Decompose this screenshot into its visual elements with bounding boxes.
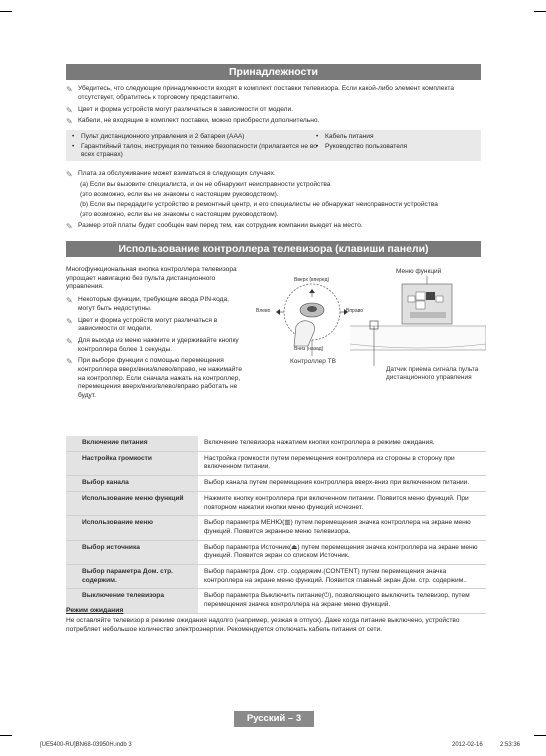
note-contents [66,85,486,102]
list-item: • Кабель питания [314,133,474,142]
section-title-accessories: Принадлежности [66,64,481,80]
note-pin [66,296,246,313]
note-colors [66,106,486,115]
table-row [66,452,486,476]
note-icon: ✎ [66,357,73,367]
list-item: • Руководство пользователя [314,143,474,152]
label-up: Вверх (вперед) [294,277,330,283]
function-desc: Включение телевизора нажатием кнопки контроллера в режиме ожидания. [204,439,435,446]
function-desc: Выбор параметра МЕНЮ(▥) путем перемещения значка контроллера на экране меню функций. Появится экранное меню телевизора. [204,519,471,535]
function-name: Выбор источника [66,541,198,564]
table-row [66,516,486,540]
table-row [66,476,486,492]
standby-text: Не оставляйте телевизор в режиме ожидания надолго (например, уезжая в отпуск). Даже когда питание выключено, устройство потребляет небольшое количество электроэнергии. Рекомендуется отключать кабель питания от сети. [66,617,460,633]
function-desc: Выбор параметра Источник(⏏) путем перемещения значка контроллера на экране меню функций. Появится экран со списком Источник. [204,543,478,560]
note-icon: ✎ [66,85,73,94]
list-item: • Пульт дистанционного управления и 2 батареи (AAA) [70,133,320,142]
note-icon: ✎ [66,106,73,115]
crop-mark [0,735,12,736]
function-name: Настройка громкости [66,452,198,475]
note-text: Цвет и форма устройств могут различаться в зависимости от модели. [78,316,218,333]
fee-case-b: (b) Если вы передадите устройство в ремонтный центр, и его специалисты не обнаружат неисправности устройства [80,201,438,208]
label-sensor: Датчик приема сигнала пульта дистанционного управления [386,366,479,382]
table-row [66,541,486,565]
function-desc: Выбор параметра Выключить питание(⏻), позволяющего выключить телевизор, путем перемещения значка контроллера на экране меню функций. [204,592,470,609]
fee-case-a: (a) Если вы вызовите специалиста, и он не обнаружит неисправности устройства [80,181,331,188]
note-fee [66,170,486,179]
note-icon: ✎ [66,336,73,346]
function-name: Выбор канала [66,476,198,491]
footer-date: 2012-02-16 [452,742,483,748]
function-name: Выбор параметра Дом. стр. содержим. [66,565,198,588]
label-controller: Контроллер ТВ [290,358,336,365]
controller-diagram [250,266,486,426]
note-fee-amount [66,222,486,231]
controller-illustration [250,266,486,426]
crop-mark [0,11,12,12]
function-desc: Выбор параметра Дом. стр. содержим.(CONTENT) путем перемещения значка контроллера на экране меню функций. Появится главный экран Дом. стр. содержим.. [204,568,467,584]
function-name: Использование меню функций [66,492,198,515]
note-text: Кабели, не входящие в комплект поставки, можно приобрести дополнительно. [78,117,320,124]
note-text: Для выхода из меню нажмите и удерживайте кнопку контроллера более 1 секунды. [78,336,239,353]
note-text: Размер этой платы будет сообщен вам перед тем, как сотрудник компании выедет на место. [78,222,363,229]
fee-case-a-sub: (это возможно, если вы не знакомы с настоящим руководством). [80,191,279,198]
label-down: Вниз (назад) [294,346,324,352]
label-left: Влево [256,308,271,314]
fee-case-b-sub: (это возможно, если вы не знакомы с настоящим руководством). [80,211,279,218]
page-number-label: Русский – 3 [234,711,314,727]
list-item: • Гарантийный талон, инструкция по технике безопасности (прилагается не во всех странах) [70,143,320,160]
note-text: Убедитесь, что следующие принадлежности входят в комплект поставки телевизора. Если какой-либо элемент комплекта отсутствует, обратитесь к торговому представителю. [78,85,455,101]
table-row [66,492,486,516]
note-icon: ✎ [66,222,73,231]
crop-mark [534,735,546,736]
table-row [66,589,486,613]
note-icon: ✎ [66,117,73,126]
note-colors [66,317,246,334]
function-name: Включение питания [66,436,198,451]
table-row [66,565,486,589]
accessories-list [66,130,481,161]
standby-title: Режим ожидания [66,607,124,614]
note-cables [66,117,486,126]
note-move [66,357,246,401]
label-right: Вправо [346,308,363,314]
controller-intro [66,266,246,404]
note-text: Некоторые функции, требующие ввода PIN-кода, могут быть недоступны. [78,296,229,312]
note-exit [66,337,246,354]
label-menu: Меню функций [396,268,442,275]
note-text: Плата за обслуживание может взиматься в следующих случаях. [78,170,276,177]
note-icon: ✎ [66,316,73,326]
note-text: Цвет и форма устройств могут различаться в зависимости от модели. [78,106,294,113]
note-text: При выборе функции с помощью перемещения контроллера вверх/вниз/влево/вправо, не нажимайте на контроллер. Если сначала нажать на контроллер, перемещения вверх/вниз/влево/вправо работать не будут. [78,357,243,400]
function-name: Использование меню [66,516,198,539]
table-row [66,436,486,452]
function-table [66,436,486,614]
footer-time: 2:53:36 [500,742,521,748]
note-icon: ✎ [66,170,73,179]
function-name: Выключение телевизора [66,589,198,612]
intro-text: Многофункциональная кнопка контроллера телевизора упрощает навигацию без пульта дистанционного управления. [66,266,237,291]
note-icon: ✎ [66,296,73,306]
function-desc: Настройка громкости путем перемещения контроллера из стороны в сторону при включенном питании. [204,454,455,471]
function-desc: Выбор канала путем перемещения контроллера вверх-вниз при включенном питании. [204,479,470,487]
crop-mark [534,11,546,12]
function-desc: Нажмите кнопку контроллера при включенном питании. Появится меню функций. При повторном нажатии кнопки меню функций исчезнет. [204,494,469,511]
section-title-controller: Использование контроллера телевизора (клавиши панели) [66,241,481,257]
footer-file: [UE5400-RU]BN68-03950H.indb 3 [40,742,132,748]
